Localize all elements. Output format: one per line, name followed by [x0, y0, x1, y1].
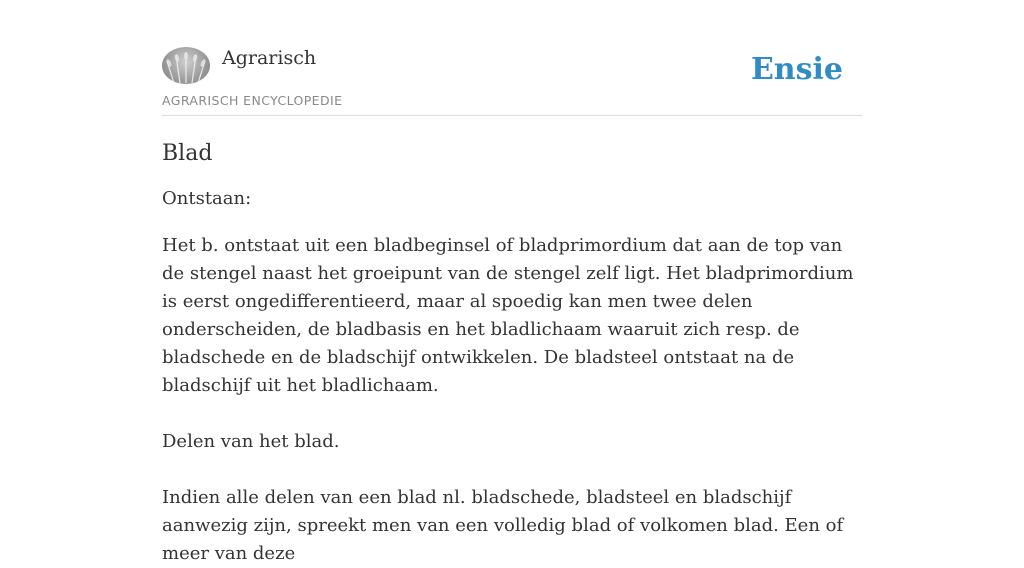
article-content [162, 138, 862, 568]
article-title: Blad [162, 141, 213, 166]
section-heading-ontstaan: Ontstaan: [162, 188, 252, 209]
brand-logo-link[interactable]: Ensie [750, 52, 843, 87]
wheat-logo-icon[interactable] [162, 47, 210, 84]
section-heading-delen: Delen van het blad. [162, 431, 340, 452]
site-subtitle: AGRARISCH ENCYCLOPEDIE [162, 93, 343, 108]
article-paragraph: Het b. ontstaat uit een bladbeginsel of bladprimordium dat aan de top van de stengel naast het groeipunt van de stengel zelf ligt. Het bladprimordium is eerst ongedifferentieerd, maar al spoedig kan men twee delen onderscheiden, de bladbasis en het bladlichaam waaruit zich resp. de bladschede en de bladschijf ontwikkelen. De bladsteel ontstaat na de bladschijf uit het bladlichaam. [162, 235, 854, 396]
site-header [162, 46, 862, 116]
article-paragraph: Indien alle delen van een blad nl. bladschede, bladsteel en bladschijf aanwezig zijn, spreekt men van een volledig blad of volkomen blad. Een of meer van deze [162, 487, 844, 564]
site-name[interactable]: Agrarisch [222, 47, 317, 69]
